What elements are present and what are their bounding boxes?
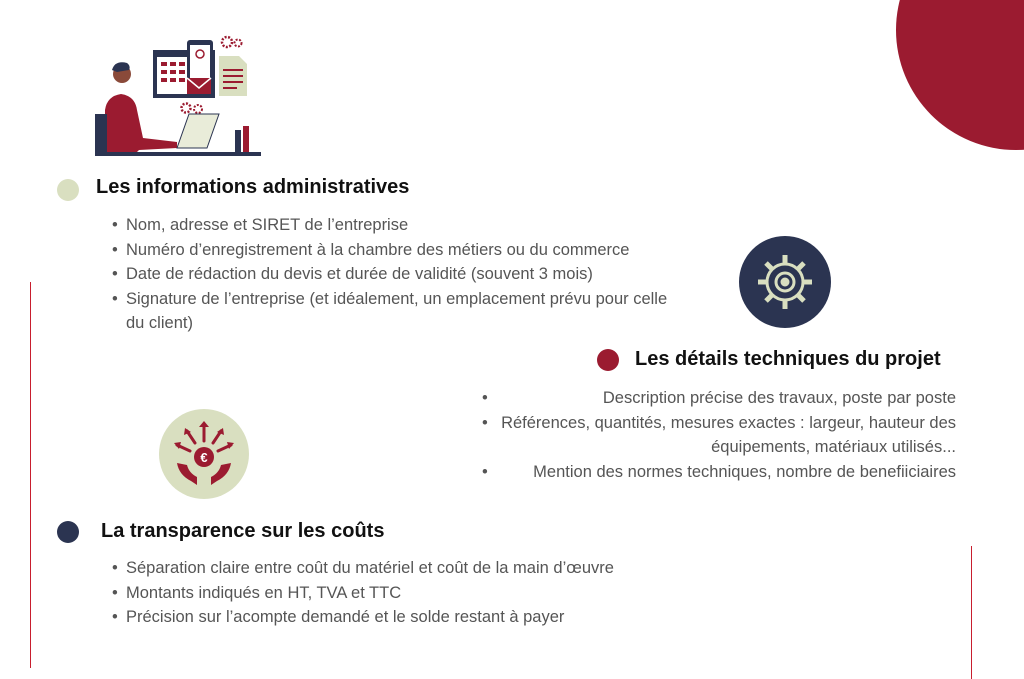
section-bullet-admin (57, 179, 79, 201)
list-item: • Mention des normes techniques, nombre de benefiiciaires (500, 460, 956, 485)
gear-icon (739, 236, 831, 328)
person-at-laptop-illustration (95, 30, 265, 160)
technique-list (500, 386, 956, 484)
section-bullet-technique (597, 349, 619, 371)
section-title-technique: Les détails techniques du projet (635, 348, 941, 370)
list-item: • Nom, adresse et SIRET de l’entreprise (112, 213, 672, 238)
corner-decoration-circle (896, 0, 1024, 150)
costs-list (112, 556, 712, 630)
list-item: • Description précise des travaux, poste par poste (500, 386, 956, 411)
left-divider-line (30, 282, 31, 668)
section-title-admin: Les informations administratives (96, 176, 410, 198)
euro-hands-icon (159, 409, 249, 499)
list-item: • Précision sur l’acompte demandé et le solde restant à payer (112, 605, 712, 630)
right-divider-line (971, 546, 972, 679)
section-title-costs: La transparence sur les coûts (101, 520, 385, 542)
list-item: • Séparation claire entre coût du matériel et coût de la main d’œuvre (112, 556, 712, 581)
admin-list (112, 213, 672, 336)
list-item: • Date de rédaction du devis et durée de validité (souvent 3 mois) (112, 262, 672, 287)
list-item: • Références, quantités, mesures exactes : largeur, hauteur des équipements, matériaux utilisés... (500, 411, 956, 460)
list-item: • Numéro d’enregistrement à la chambre des métiers ou du commerce (112, 238, 672, 263)
section-bullet-costs (57, 521, 79, 543)
list-item: • Montants indiqués en HT, TVA et TTC (112, 581, 712, 606)
svg-text:€: € (200, 450, 208, 465)
list-item: • Signature de l’entreprise (et idéalement, un emplacement prévu pour celle du client) (112, 287, 672, 336)
